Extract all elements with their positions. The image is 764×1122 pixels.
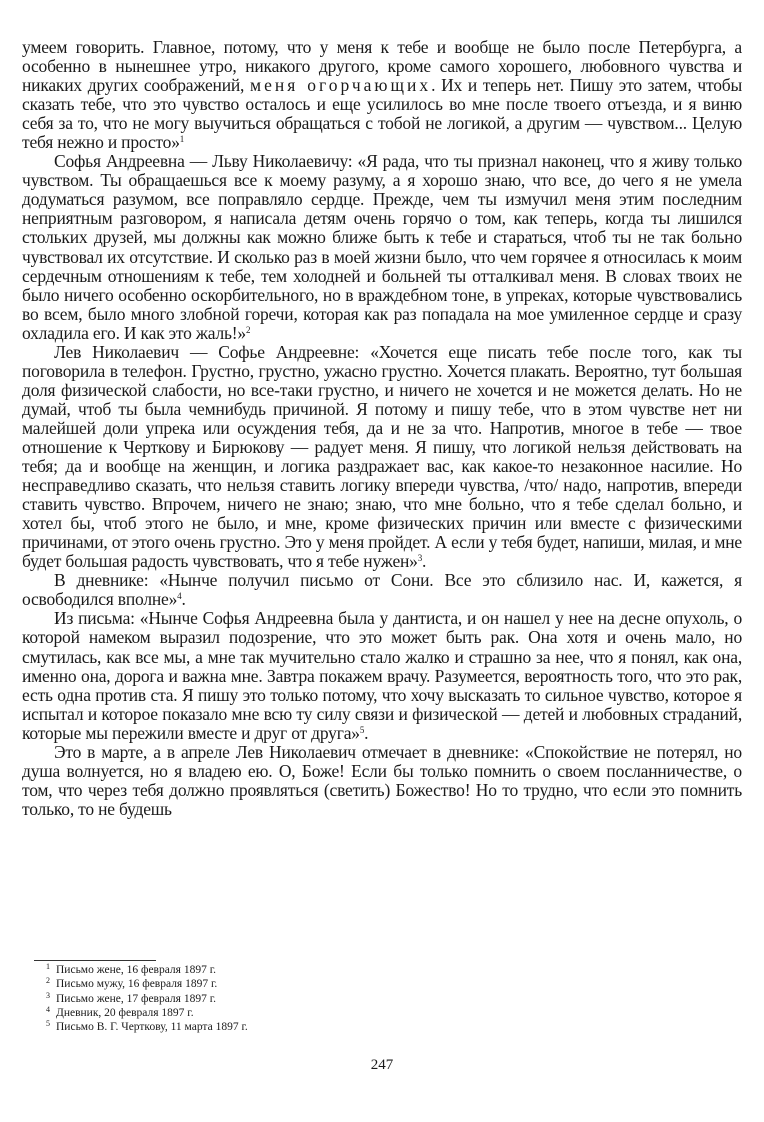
footnote-text: Письмо В. Г. Черткову, 11 марта 1897 г.	[56, 1021, 248, 1034]
footnote-text: Письмо жене, 17 февраля 1897 г.	[56, 992, 217, 1005]
footnote-number: 2	[46, 976, 50, 986]
paragraph	[22, 152, 742, 342]
footnote	[46, 1006, 546, 1020]
footnote	[46, 1020, 546, 1034]
footnote-divider	[34, 960, 156, 961]
footnote-text: Дневник, 20 февраля 1897 г.	[56, 1006, 194, 1019]
footnote-number: 5	[46, 1019, 50, 1029]
paragraph-text: Софья Андреевна — Льву Николаевичу: «Я рада, что ты признал наконец, что я живу только чувством. Ты обращаешься все к моему разуму, а я хорошо знаю, что все, до чего я не умела додуматься разумом, все поправляло сердце. Прежде, чем ты измучил меня этим последним неприятным разговором, я написала детям очень горячо о том, как теперь, когда ты лишился стольких друзей, мы должны как можно ближе быть к тебе и стараться, чтоб ты не так больно чувствовал их отсутствие. И сколько раз в моей жизни было, что чем горячее я относилась к моим сердечным отношениям к тебе, тем холодней и больней ты отталкивал меня. В словах твоих не было ничего особенно оскорбительного, но в враждебном тоне, в упреках, которые чувствовались во всем, было много злобной горечи, которая как раз попадала на мое умиленное сердце и сразу охладила его. И как это жаль!»	[22, 151, 742, 343]
footnote-number: 4	[46, 1004, 50, 1014]
footnote-ref: 3	[417, 553, 423, 564]
paragraph: Из письма: «Нынче Софья Андреевна была у дантиста, и он нашел у нее на десне опухоль, о которой намеком выразил подозрение, что это может быть рак. Она хотя и очень мало, но смутилась, как все мы, а мне так мучительно стало жалко и страшно за нее, что я понял, как она, именно она, дорога и важна мне. Завтра покажем врачу. Разумеется, вероятность того, что это рак, есть одна против ста. Я пишу это только потому, что хочу высказать то сильное чувство, которое я испытал и которое показало мне всю ту силу связи и физической — детей и любовных страданий, которые мы пережили вместе и друг от друга»$^5$.	[22, 608, 742, 743]
paragraph-text: умеем говорить. Главное, потому, что у меня к тебе и вообще не было после Петербурга, а особенно в нынешнее утро, никакого другого, кроме самого хорошего, любовного чувства и никаких других соображений,	[22, 37, 742, 96]
paragraph-text: . Их и теперь нет. Пишу это затем, чтобы сказать тебе, что это чувство осталось и еще усилилось во мне после твоего отъезда, и я виню себя за то, что не могу выучиться обращаться с тобой не логикой, а другим — чувством... Целую тебя нежно и просто»	[22, 75, 743, 153]
footnote	[46, 963, 546, 977]
paragraph-text: Лев Николаевич — Софье Андреевне: «Хочется еще писать тебе после того, как ты поговорила в телефон. Грустно, грустно, ужасно грустно. Хочется плакать. Вероятно, тут большая доля физической слабости, но все-таки грустно, и ничего не хочется и не можется делать. Но не думай, чтоб ты была чемнибудь причиной. Я потому и пишу тебе, что в этом чувстве нет ни малейшей доли упрека или осуждения тебя, да и не за что. Напротив, многое в тебе — твое отношение к Черткову и Бирюкову — радует меня. Я пишу, что логикой нельзя действовать на тебя; да и вообще на женщин, и логика раздражает вас, как какое-то незаконное насилие. Но несправедливо сказать, что нельзя ставить логику впереди чувства, /что/ надо, напротив, впереди ставить чувство. Впрочем, ничего не знаю; знаю, что мне больно, что я тебе сделал больно, и хотел бы, чтоб этого не было, и мне, кроме физических причин или вместе с физическими причинами, от этого очень грустно. Это у меня пройдет. А если у тебя будет, напиши, милая, и мне будет большая радость чувствовать, что я тебе нужен»	[22, 341, 742, 572]
footnote-ref: 5	[359, 724, 365, 735]
page-number: 247	[370, 1057, 394, 1073]
paragraph	[22, 743, 742, 819]
footnote-ref: 4	[177, 591, 182, 602]
paragraph-text: Из письма: «Нынче Софья Андреевна была у дантиста, и он нашел у нее на десне опухоль, о которой намеком выразил подозрение, что это может быть рак. Она хотя и очень мало, но смутилась, как все мы, а мне так мучительно стало жалко и страшно за нее, что я понял, как она, именно она, дорога и важна мне. Завтра покажем врачу. Разумеется, вероятность того, что это рак, есть одна против ста. Я пишу это только потому, что хочу высказать то сильное чувство, которое я испытал и которое показало мне всю ту силу связи и физической — детей и любовных страданий, которые мы пережили вместе и друг от друга»	[22, 608, 742, 743]
main-text	[22, 38, 742, 819]
footnote	[46, 992, 546, 1006]
footnotes	[46, 963, 546, 1034]
paragraph-text: Это в марте, а в апреле Лев Николаевич отмечает в дневнике: «Спокойствие не потерял, но душа волнуется, но я владею ею. О, Боже! Если бы только помнить о своем посланничестве, о том, что через тебя должно проявляться (светить) Божество! Но то трудно, что если это помнить только, то не будешь	[22, 741, 742, 819]
footnote-text: Письмо жене, 16 февраля 1897 г.	[56, 964, 217, 976]
paragraph: Лев Николаевич — Софье Андреевне: «Хочется еще писать тебе после того, как ты поговорила в телефон. Грустно, грустно, ужасно грустно. Хочется плакать. Вероятно, тут большая доля физической слабости, но все-таки грустно, и ничего не хочется и не можется делать. Но не думай, чтоб ты была чемнибудь причиной. Я потому и пишу тебе, что в этом чувстве нет ни малейшей доли упрека или осуждения тебя, да и не за что. Напротив, многое в тебе — твое отношение к Черткову и Бирюкову — радует меня. Я пишу, что логикой нельзя действовать на тебя; да и вообще на женщин, и логика раздражает вас, как какое-то незаконное насилие. Но несправедливо сказать, что нельзя ставить логику впереди чувства, /что/ надо, напротив, впереди ставить чувство. Впрочем, ничего не знаю; знаю, что мне больно, что я тебе сделал больно, и хотел бы, чтоб этого не было, и мне, кроме физических причин или вместе с физическими причинами, от этого очень грустно. Это у меня пройдет. А если у тебя будет, напиши, милая, и мне будет большая радость чувствовать, что я тебе нужен»$^3$.	[22, 341, 742, 572]
footnote-text: Письмо мужу, 16 февраля 1897 г.	[56, 978, 218, 991]
spaced-emphasis: меня огорчающих	[250, 75, 432, 96]
footnote-number: 1	[46, 962, 50, 971]
footnote-ref: 1	[179, 134, 185, 145]
paragraph-text: В дневнике: «Нынче получил письмо от Сони. Все это сблизило нас. И, кажется, я освободился вполне»	[22, 570, 742, 610]
paragraph	[22, 38, 742, 152]
footnote-ref: 2	[245, 324, 251, 335]
footnote-number: 3	[46, 990, 50, 1000]
paragraph: В дневнике: «Нынче получил письмо от Сони. Все это сблизило нас. И, кажется, я освободился вполне»$^4$.	[22, 570, 742, 610]
footnote	[46, 977, 546, 991]
